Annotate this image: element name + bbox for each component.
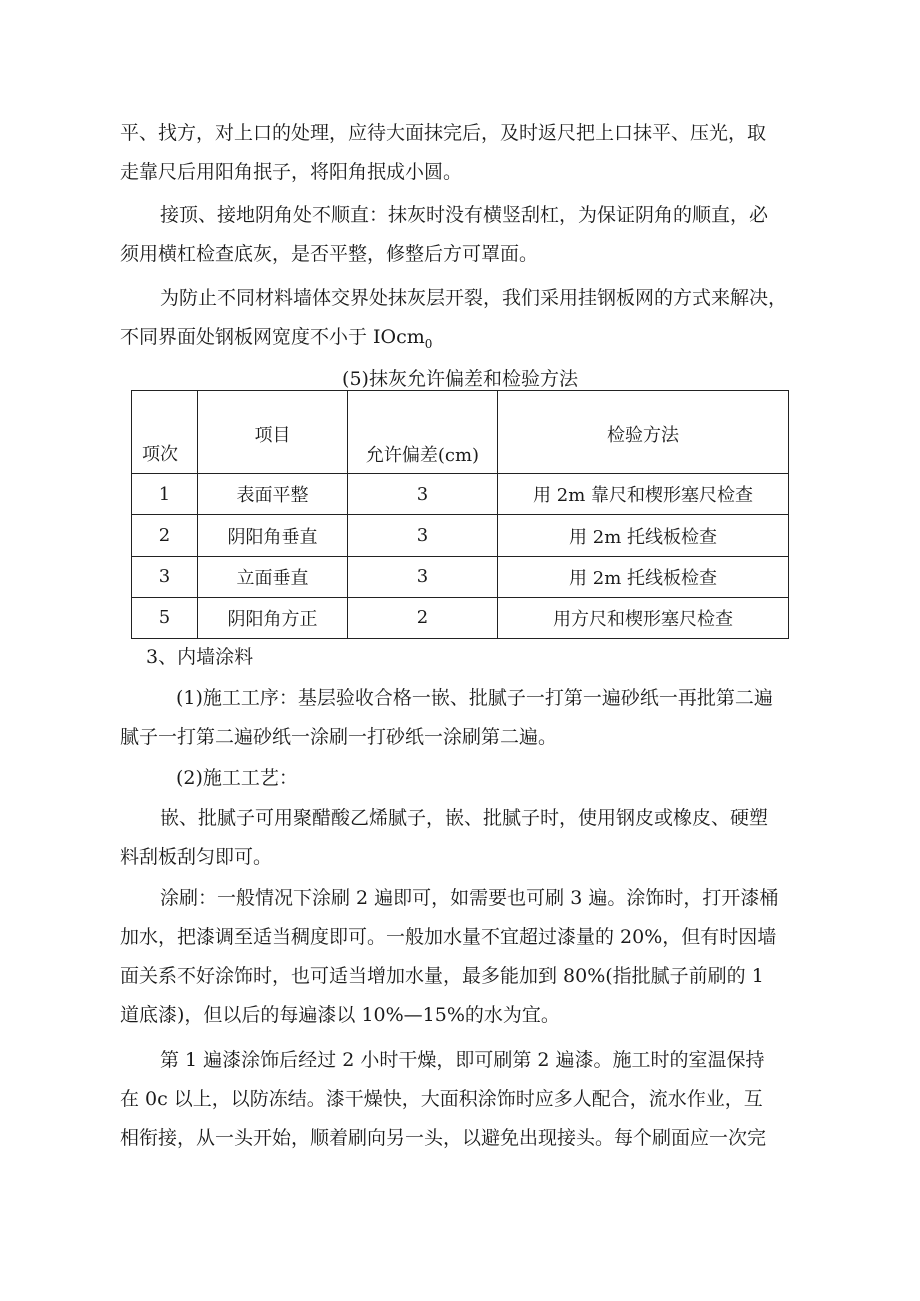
cell-number: 5: [132, 597, 198, 638]
paragraph-line: 走靠尺后用阳角抿子，将阳角抿成小圆。: [120, 161, 463, 183]
paragraph-line: [120, 325, 432, 356]
cell-tolerance: 3: [348, 474, 498, 515]
header-item: 项目: [198, 391, 348, 474]
header-method: 检验方法: [498, 391, 789, 474]
paragraph-line: 料刮板刮匀即可。: [120, 846, 273, 868]
paragraph-line: (1)施工工序：基层验收合格一嵌、批腻子一打第一遍砂纸一再批第二遍: [176, 687, 773, 709]
cell-method: 用 2m 靠尺和楔形塞尺检查: [498, 474, 789, 515]
section-heading: 3、内墙涂料: [146, 646, 254, 668]
cell-tolerance: 2: [348, 597, 498, 638]
paragraph-line: 在 0c 以上，以防冻结。漆干燥快，大面积涂饰时应多人配合，流水作业，互: [120, 1088, 763, 1110]
table-row: [132, 515, 789, 556]
table-row: [132, 474, 789, 515]
table-header-row: [132, 391, 789, 474]
cell-method: 用方尺和楔形塞尺检查: [498, 597, 789, 638]
paragraph-line: 须用横杠检查底灰，是否平整，修整后方可罩面。: [120, 243, 539, 265]
cell-number: 2: [132, 515, 198, 556]
cell-item: 立面垂直: [198, 556, 348, 597]
paragraph-line: 嵌、批腻子可用聚醋酸乙烯腻子，嵌、批腻子时，使用钢皮或橡皮、硬塑: [160, 807, 769, 829]
subscript-text: 0: [424, 336, 433, 351]
paragraph-line: 第 1 遍漆涂饰后经过 2 小时干燥，即可刷第 2 遍漆。施工时的室温保持: [160, 1049, 765, 1071]
cell-method: 用 2m 托线板检查: [498, 556, 789, 597]
paragraph-line: 涂刷：一般情况下涂刷 2 遍即可，如需要也可刷 3 遍。涂饰时，打开漆桶: [160, 887, 779, 909]
tolerance-table: [131, 390, 789, 639]
header-tolerance: 允许偏差(cm): [348, 391, 498, 474]
subheading: (2)施工工艺：: [176, 767, 298, 789]
paragraph-line: 接顶、接地阴角处不顺直：抹灰时没有横竖刮杠，为保证阴角的顺直，必: [160, 204, 769, 226]
cell-number: 1: [132, 474, 198, 515]
paragraph-line: 腻子一打第二遍砂纸一涂刷一打砂纸一涂刷第二遍。: [120, 726, 558, 748]
paragraph-line: 相衔接，从一头开始，顺着刷向另一头，以避免出现接头。每个刷面应一次完: [120, 1127, 767, 1149]
paragraph-line: 为防止不同材料墙体交界处抹灰层开裂，我们采用挂钢板网的方式来解决，: [160, 287, 788, 309]
paragraph-line: 面关系不好涂饰时，也可适当增加水量，最多能加到 80%(指批腻子前刷的 1: [120, 965, 764, 987]
table-row: [132, 556, 789, 597]
paragraph-line: 平、找方，对上口的处理，应待大面抹完后，及时返尺把上口抹平、压光，取: [120, 122, 767, 144]
cell-item: 阴阳角方正: [198, 597, 348, 638]
cell-method: 用 2m 托线板检查: [498, 515, 789, 556]
table-row: [132, 597, 789, 638]
paragraph-text: 不同界面处钢板网宽度不小于 IOcm: [120, 326, 425, 348]
header-item-number: 项次: [132, 391, 198, 474]
paragraph-line: 加水，把漆调至适当稠度即可。一般加水量不宜超过漆量的 20%，但有时因墙: [120, 926, 777, 948]
paragraph-line: 道底漆)，但以后的每遍漆以 10%—15%的水为宜。: [120, 1004, 560, 1026]
cell-item: 阴阳角垂直: [198, 515, 348, 556]
cell-number: 3: [132, 556, 198, 597]
cell-tolerance: 3: [348, 515, 498, 556]
cell-tolerance: 3: [348, 556, 498, 597]
cell-item: 表面平整: [198, 474, 348, 515]
table-caption: (5)抹灰允许偏差和检验方法: [342, 368, 578, 390]
